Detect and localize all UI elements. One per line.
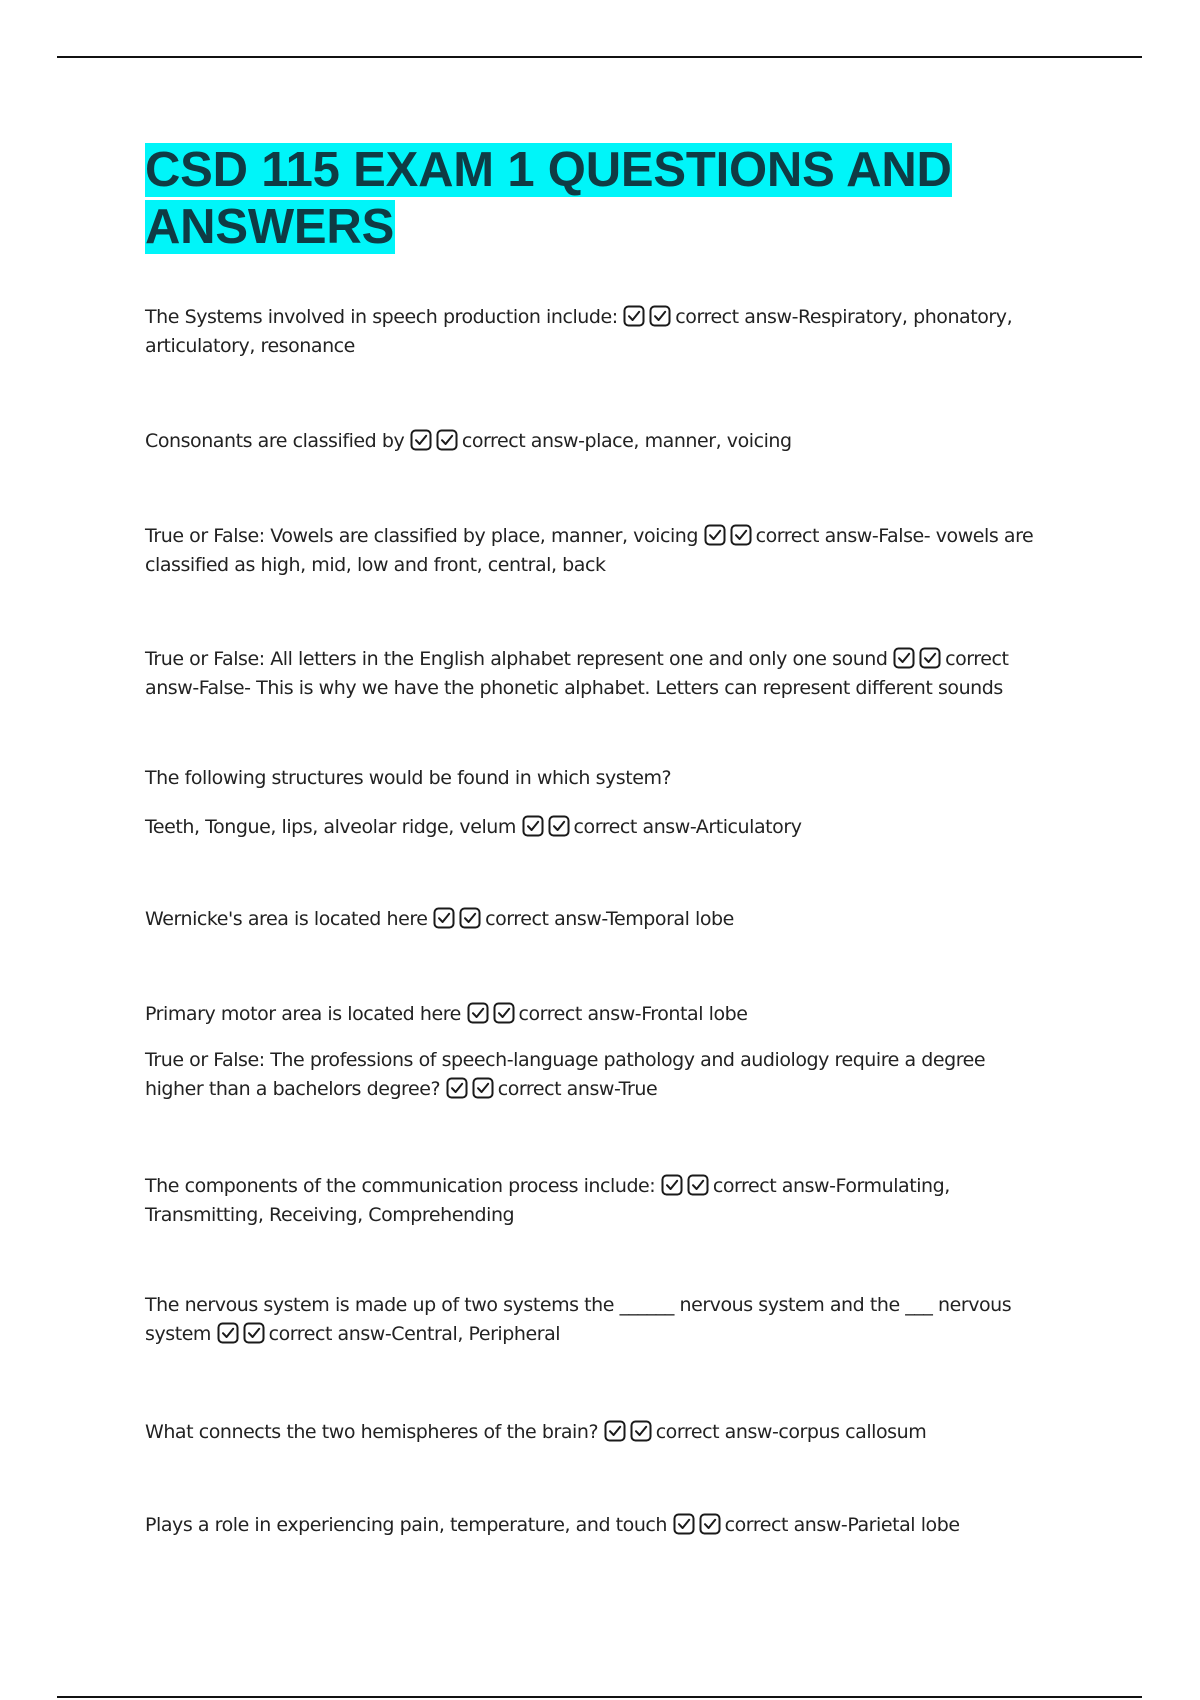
document-title (145, 142, 1045, 256)
checkbox-checked-icon (243, 1322, 265, 1344)
qa-item-3 (145, 522, 1045, 580)
checkbox-checked-icon (493, 1002, 515, 1024)
answer-text: correct answ-Frontal lobe (518, 1003, 748, 1025)
qa-item-5-answer (145, 813, 1045, 842)
question-text: Wernicke's area is located here (145, 908, 428, 930)
qa-item-10 (145, 1291, 1045, 1349)
qa-item-12 (145, 1511, 1045, 1540)
checkbox-checked-icon (467, 1002, 489, 1024)
question-text: What connects the two hemispheres of the brain? (145, 1421, 599, 1443)
qa-item-2 (145, 427, 1045, 456)
qa-item-11 (145, 1418, 1045, 1447)
checkbox-checked-icon (472, 1077, 494, 1099)
answer-text: correct answ-Central, Peripheral (268, 1323, 561, 1345)
bottom-rule (57, 1696, 1142, 1698)
checkbox-checked-icon (410, 429, 432, 451)
answer-text: correct answ-True (497, 1078, 658, 1100)
answer-text: correct answ-False- vowels are classified as high, mid, low and front, central, back (145, 525, 1034, 576)
checkbox-checked-icon (459, 907, 481, 929)
checkbox-checked-icon (893, 647, 915, 669)
qa-item-5-question (145, 764, 1045, 793)
answer-text: correct answ-False- This is why we have the phonetic alphabet. Letters can represent different sounds (145, 648, 1009, 699)
checkbox-checked-icon (704, 524, 726, 546)
answer-text: correct answ-place, manner, voicing (461, 430, 792, 452)
question-text: The following structures would be found in which system? (145, 767, 672, 789)
checkbox-checked-icon (604, 1420, 626, 1442)
answer-text: correct answ-Respiratory, phonatory, articulatory, resonance (145, 306, 1013, 357)
checkbox-checked-icon (661, 1174, 683, 1196)
title-highlight: CSD 115 EXAM 1 QUESTIONS AND ANSWERS (145, 143, 952, 254)
question-text: The components of the communication process include: (145, 1175, 656, 1197)
checkbox-checked-icon (436, 429, 458, 451)
answer-text: correct answ-Articulatory (573, 816, 802, 838)
qa-item-9 (145, 1172, 1045, 1230)
question-text: True or False: The professions of speech-language pathology and audiology require a degree higher than a bachelors degree? (145, 1049, 986, 1100)
question-text: Primary motor area is located here (145, 1003, 461, 1025)
answer-text: correct answ-Formulating, Transmitting, Receiving, Comprehending (145, 1175, 950, 1226)
qa-item-7 (145, 1000, 1045, 1029)
question-text: Teeth, Tongue, lips, alveolar ridge, velum (145, 816, 516, 838)
checkbox-checked-icon (522, 815, 544, 837)
qa-item-4 (145, 645, 1045, 703)
top-rule (57, 56, 1142, 58)
checkbox-checked-icon (649, 305, 671, 327)
question-text: Consonants are classified by (145, 430, 405, 452)
qa-item-8 (145, 1046, 1045, 1104)
checkbox-checked-icon (730, 524, 752, 546)
answer-text: correct answ-Temporal lobe (485, 908, 734, 930)
question-text: The nervous system is made up of two systems the ______ nervous system and the ___ nervous system (145, 1294, 1012, 1345)
answer-text: correct answ-Parietal lobe (724, 1514, 960, 1536)
checkbox-checked-icon (217, 1322, 239, 1344)
question-text: Plays a role in experiencing pain, temperature, and touch (145, 1514, 668, 1536)
checkbox-checked-icon (433, 907, 455, 929)
answer-text: correct answ-corpus callosum (655, 1421, 927, 1443)
checkbox-checked-icon (673, 1513, 695, 1535)
question-text: True or False: Vowels are classified by place, manner, voicing (145, 525, 699, 547)
qa-item-1 (145, 303, 1045, 361)
checkbox-checked-icon (919, 647, 941, 669)
checkbox-checked-icon (548, 815, 570, 837)
checkbox-checked-icon (623, 305, 645, 327)
checkbox-checked-icon (687, 1174, 709, 1196)
checkbox-checked-icon (446, 1077, 468, 1099)
question-text: True or False: All letters in the English alphabet represent one and only one sound (145, 648, 888, 670)
checkbox-checked-icon (699, 1513, 721, 1535)
qa-item-6 (145, 905, 1045, 934)
checkbox-checked-icon (630, 1420, 652, 1442)
question-text: The Systems involved in speech production include: (145, 306, 618, 328)
